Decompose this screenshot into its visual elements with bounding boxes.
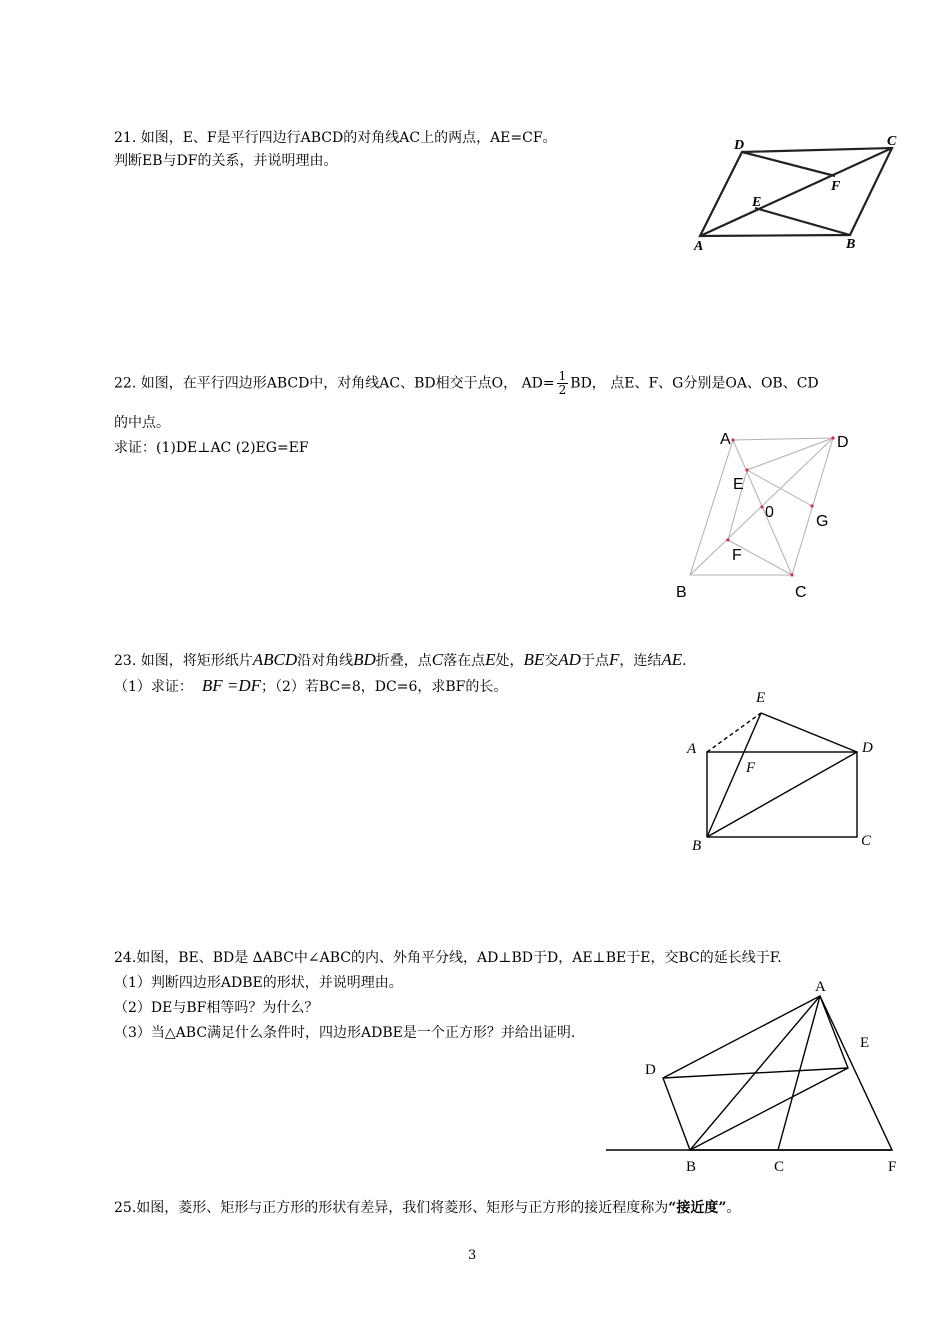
q22-label-a: A <box>720 431 731 448</box>
q23-text-5: 处， <box>495 653 524 669</box>
q25-text-start: 25.如图，菱形、矩形与正方形的形状有差异，我们将菱形、矩形与正方形的接近程度称为 <box>114 1200 669 1216</box>
q23-var-be: BE <box>523 650 545 669</box>
q22-line3: 求证：(1)DE⊥AC (2)EG=EF <box>114 440 309 456</box>
q23-var-ad: AD <box>558 650 581 669</box>
q22-label-f: F <box>732 547 742 564</box>
q23-var-e: E <box>485 650 496 669</box>
q21-label-d: D <box>734 138 745 153</box>
q21-label-a: A <box>694 239 704 254</box>
q23-text-9: . <box>682 653 687 669</box>
q24-label-c: C <box>774 1159 785 1175</box>
q23-var-bd: BD <box>353 650 376 669</box>
q23-text-4: 落在点 <box>443 653 486 669</box>
q24-label-a: A <box>815 979 826 995</box>
q24-label-f: F <box>888 1159 897 1175</box>
page-number: 3 <box>468 1248 477 1263</box>
q23-text-3: 折叠，点 <box>375 653 432 669</box>
q23-var-ae: AE <box>661 650 683 669</box>
q23-label-b: B <box>692 838 702 854</box>
q23-line2-start: （1）求证： <box>114 679 193 695</box>
q22-frac-denominator: 2 <box>558 383 567 397</box>
q23-label-a: A <box>687 741 697 757</box>
q24-label-e: E <box>860 1035 870 1051</box>
q21-line2: 判断EB与DF的关系，并说明理由。 <box>114 153 338 169</box>
q23-label-e: E <box>756 690 766 706</box>
q21-label-c: C <box>887 134 897 149</box>
q23-text-1: 23. 如图，将矩形纸片 <box>114 653 253 669</box>
q24-label-d: D <box>645 1062 656 1078</box>
q23-var-abcd: ABCD <box>252 650 298 669</box>
q23-var-f: F <box>608 650 620 669</box>
q22-line1-start: 22. 如图，在平行四边形ABCD中，对角线AC、BD相交于点O， AD= <box>114 375 555 392</box>
q25-term: “接近度” <box>668 1200 727 1216</box>
q23-line2-end: ；（2）若BC=8，DC=6，求BF的长。 <box>260 679 508 695</box>
q22-label-d: D <box>837 434 849 451</box>
q23-text-7: 于点 <box>580 653 609 669</box>
q22-frac-numerator: 1 <box>558 369 567 383</box>
q24-line3: （2）DE与BF相等吗？为什么？ <box>114 1000 319 1016</box>
q21-line1: 21. 如图，E、F是平行四边行ABCD的对角线AC上的两点，AE=CF。 <box>114 130 557 146</box>
q23-equation: BF =DF <box>201 676 261 695</box>
q21-label-b: B <box>846 237 856 252</box>
q23-label-d: D <box>862 740 873 756</box>
q22-label-c: C <box>795 584 807 601</box>
q22-label-b: B <box>676 584 687 601</box>
q22-line2: 的中点。 <box>114 415 170 431</box>
q23-var-c: C <box>431 650 444 669</box>
q25-line1 <box>114 1198 740 1218</box>
q23-text-2: 沿对角线 <box>297 653 354 669</box>
q23-label-c: C <box>861 833 872 849</box>
q23-label-f: F <box>746 760 756 776</box>
q24-line1: 24.如图，BE、BD是 ∆ABC中∠ABC的内、外角平分线，AD⊥BD于D，AE⊥BE于E，交BC的延长线于F. <box>114 950 782 966</box>
q25-text-end: 。 <box>726 1200 741 1216</box>
q23-text-8: ，连结 <box>619 653 662 669</box>
q21-label-f: F <box>831 179 841 194</box>
q24-line4: （3）当△ABC满足什么条件时，四边形ADBE是一个正方形？并给出证明. <box>114 1025 576 1041</box>
q23-text-6: 交 <box>544 653 559 669</box>
q21-label-e: E <box>752 195 762 210</box>
q22-label-o: 0 <box>765 504 774 521</box>
q22-line1-end: BD， 点E、F、G分别是OA、OB、CD <box>570 375 819 392</box>
q22-label-g: G <box>816 513 829 530</box>
q22-label-e: E <box>733 476 744 493</box>
q24-line2: （1）判断四边形ADBE的形状，并说明理由。 <box>114 975 403 991</box>
q24-label-b: B <box>686 1159 697 1175</box>
